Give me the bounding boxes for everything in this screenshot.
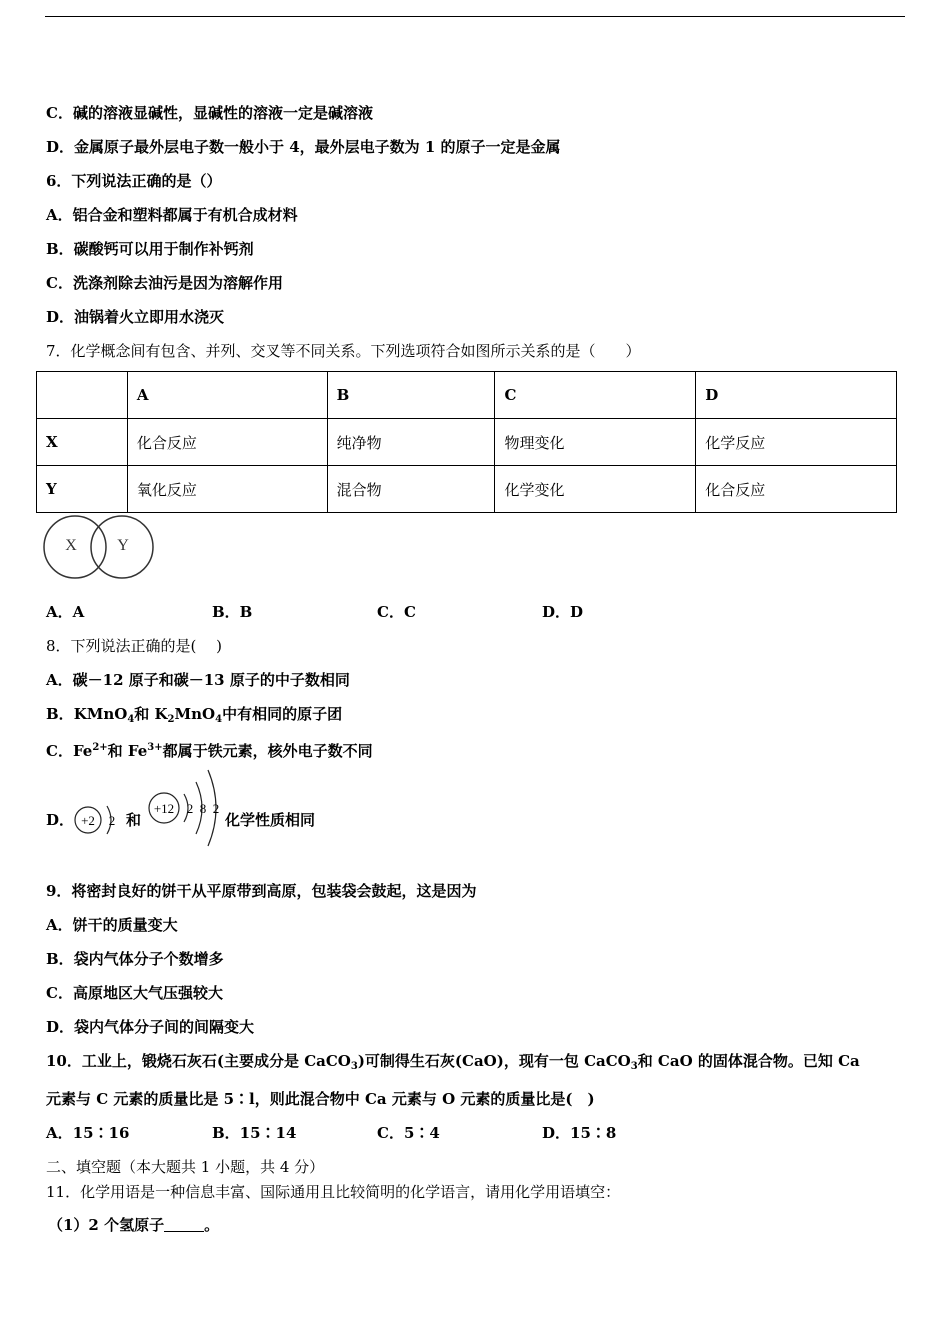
table-header-row: [37, 372, 897, 419]
table-header-cell: [37, 372, 128, 419]
q9-option-b: B．袋内气体分子个数增多: [46, 950, 224, 968]
q10-option-b: B．15∶14: [212, 1124, 297, 1142]
table-row: [37, 466, 897, 513]
q6-option-b: B．碳酸钙可以用于制作补钙剂: [46, 240, 254, 258]
q9-option-d: D．袋内气体分子间的间隔变大: [46, 1018, 255, 1036]
table-header-cell: C: [495, 372, 696, 419]
table-cell: 混合物: [327, 466, 495, 513]
q7-table: [36, 371, 897, 513]
q6-option-a: A．铝合金和塑料都属于有机合成材料: [46, 206, 298, 224]
q10-option-c: C．5∶4: [377, 1124, 440, 1142]
q8-option-c: C．$Fe^{2+}$和 $Fe^{3+}$都属于铁元素，核外电子数不同: [46, 742, 373, 760]
q5-option-c: C．碱的溶液显碱性，显碱性的溶液一定是碱溶液: [46, 104, 373, 122]
svg-text:2: 2: [212, 801, 220, 816]
q9-option-a: A．饼干的质量变大: [46, 916, 178, 934]
q8-option-d-suffix: 化学性质相同: [225, 811, 316, 829]
table-cell: 化学反应: [696, 419, 897, 466]
q7-option-c: C．C: [377, 603, 416, 621]
q10-stem-line2: 元素与 C 元素的质量比是 5∶l，则此混合物中 Ca 元素与 O 元素的质量比是( ): [46, 1090, 595, 1108]
svg-text:+12: +12: [153, 801, 175, 816]
q11-part1: （1）2 个氢原子 。: [48, 1216, 220, 1234]
table-row: [37, 419, 897, 466]
q8-option-a: A．碳－12 原子和碳－13 原子的中子数相同: [46, 671, 350, 689]
q6-stem: 6．下列说法正确的是（）: [46, 172, 222, 190]
q10-option-a: A．15∶16: [46, 1124, 130, 1142]
q8-stem: 8．下列说法正确的是( ): [46, 637, 223, 655]
answer-blank[interactable]: [164, 1217, 204, 1232]
table-header-cell: D: [696, 372, 897, 419]
q7-option-a: A．A: [46, 603, 85, 621]
section-heading: 二、填空题（本大题共 1 小题，共 4 分）: [46, 1158, 325, 1176]
q8-option-d-prefix: D．: [46, 811, 75, 829]
and-connector: 和: [126, 811, 142, 829]
helium-atom-structure: [72, 800, 122, 838]
table-cell: Y: [37, 466, 128, 513]
table-header-cell: B: [327, 372, 495, 419]
svg-text:+2: +2: [81, 813, 95, 828]
q7-stem: 7．化学概念间有包含、并列、交叉等不同关系。下列选项符合如图所示关系的是（ ）: [46, 342, 641, 360]
table-cell: 氧化反应: [127, 466, 327, 513]
venn-label-x: X: [65, 537, 77, 554]
venn-diagram: [44, 513, 158, 583]
q9-option-c: C．高原地区大气压强较大: [46, 984, 223, 1002]
table-cell: 化合反应: [127, 419, 327, 466]
table-cell: 化合反应: [696, 466, 897, 513]
q6-option-c: C．洗涤剂除去油污是因为溶解作用: [46, 274, 283, 292]
table-cell: X: [37, 419, 128, 466]
q9-stem: 9．将密封良好的饼干从平原带到高原，包装袋会鼓起，这是因为: [46, 882, 477, 900]
table-cell: 物理变化: [495, 419, 696, 466]
q8-option-b: B．KMnO$_4$和 $K_2MnO_4$中有相同的原子团: [46, 705, 343, 725]
svg-text:8: 8: [199, 801, 207, 816]
q7-option-d: D．D: [542, 603, 584, 621]
table-cell: 化学变化: [495, 466, 696, 513]
svg-text:2: 2: [186, 801, 194, 816]
q7-option-b: B．B: [212, 603, 253, 621]
magnesium-atom-structure: [146, 766, 224, 848]
q10-stem-line1: 10．工业上，锻烧石灰石(主要成分是 CaCO$_3$)可制得生石灰(CaO)，现有一包 CaCO$_3$和 CaO 的固体混合物。已知 Ca: [46, 1052, 860, 1072]
header-rule: [45, 16, 905, 17]
table-header-cell: A: [127, 372, 327, 419]
q11-stem: 11．化学用语是一种信息丰富、国际通用且比较简明的化学语言，请用化学用语填空：: [46, 1183, 621, 1201]
q5-option-d: D．金属原子最外层电子数一般小于 4，最外层电子数为 1 的原子一定是金属: [46, 138, 561, 156]
svg-text:2: 2: [108, 813, 116, 828]
q10-option-d: D．15∶8: [542, 1124, 617, 1142]
table-cell: 纯净物: [327, 419, 495, 466]
venn-label-y: Y: [117, 537, 129, 554]
q6-option-d: D．油锅着火立即用水浇灭: [46, 308, 225, 326]
